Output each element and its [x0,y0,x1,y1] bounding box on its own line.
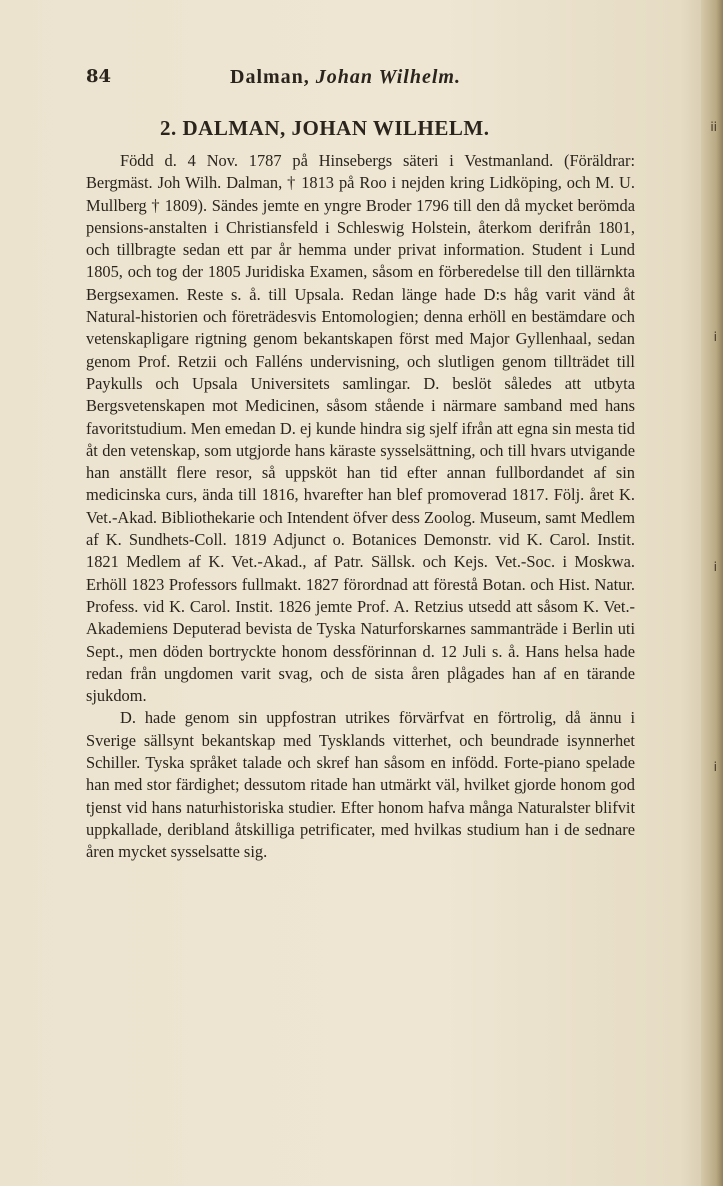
page-edge [701,0,723,1186]
paragraph-biography: Född d. 4 Nov. 1787 på Hinsebergs säteri i Vestmanland. (Föräldrar: Bergmäst. Joh Wilh. Dalman, † 1813 på Roo i nejden kring Lidköping, och M. U. Mullberg † 1809). Sändes jemte en yngre Broder 1796 till den då mycket berömda pensions-anstalten i Christiansfeld i Schleswig Holstein, återkom derifrån 1801, och tillbragte sedan ett par år hemma under privat information. Student i Lund 1805, och tog der 1805 Juridiska Examen, såsom en förberedelse till den tillärnkta Bergsexamen. Reste s. å. till Upsala. Redan länge hade D:s håg varit vänd åt Natural-historien och företrädesvis Entomologien; denna erhöll en bestämdare och vetenskapligare rigtning genom bekantskapen först med Major Gyllenhaal, sedan genom Prof. Retzii och Falléns undervisning, och slutligen genom tillträdet till Paykulls och Upsala Universitets samlingar. D. beslöt således att utbyta Bergsvetenskapen mot Medicinen, såsom stående i närmare samband med hans favoritstudium. Men emedan D. ej kunde hindra sig sjelf ifrån att egna sin mesta tid åt den vetenskap, som utgjorde hans käraste sysselsättning, och till hvars utvigande han anställt flere resor, så uppsköt han tid efter annan fullbordandet af sin medicinska curs, ända till 1816, hvarefter han blef promoverad 1817. Följ. året K. Vet.-Akad. Bibliothekarie och Intendent öfver dess Zoolog. Museum, samt Medlem af K. Sundhets-Coll. 1819 Adjunct o. Botanices Demonstr. vid K. Carol. Instit. 1821 Medlem af K. Vet.-Akad., af Patr. Sällsk. och Kejs. Vet.-Soc. i Moskwa. Erhöll 1823 Professors fullmakt. 1827 förordnad att förestå Botan. och Hist. Natur. Profess. vid K. Carol. Instit. 1826 jemte Prof. A. Retzius utsedd att såsom K. Vet.-Akademiens Deputerad bevista de Tyska Naturforskarnes sammanträde i Berlin uti Sept., men döden bortryckte honom dessförinnan d. 12 Juli s. å. Hans helsa hade redan från ungdomen varit svag, och de sista åren plågades han af en tärande sjukdom. [86,151,635,706]
page-number: 84 [86,66,112,87]
margin-mark: i [713,560,717,574]
article-title: 2. DALMAN, JOHAN WILHELM. [160,116,490,140]
paragraph-character: D. hade genom sin uppfostran utrikes förvärfvat en förtrolig, då ännu i Sverige sällsynt bekantskap med Tysklands vitterhet, och beundrade isynnerhet Schiller. Tyska språket talade och skref han såsom en infödd. Forte-piano spelade han med stor färdighet; dessutom ritade han utmärkt väl, hvilket gjorde honom god tjenst vid hans naturhistoriska studier. Efter honom hafva många Naturalster blifvit uppkallade, deribland åtskilliga petrificater, med hvilkas studium han i de sednare åren mycket sysselsatte sig. [86,708,635,862]
running-head-given-names: Johan Wilhelm. [315,66,461,88]
running-head-surname: Dalman, [230,66,310,88]
margin-mark: i [713,330,717,344]
margin-mark: i [713,760,717,774]
running-head [230,66,461,89]
margin-mark: ii [710,120,717,134]
article-body [86,150,635,864]
page-header [86,66,526,92]
